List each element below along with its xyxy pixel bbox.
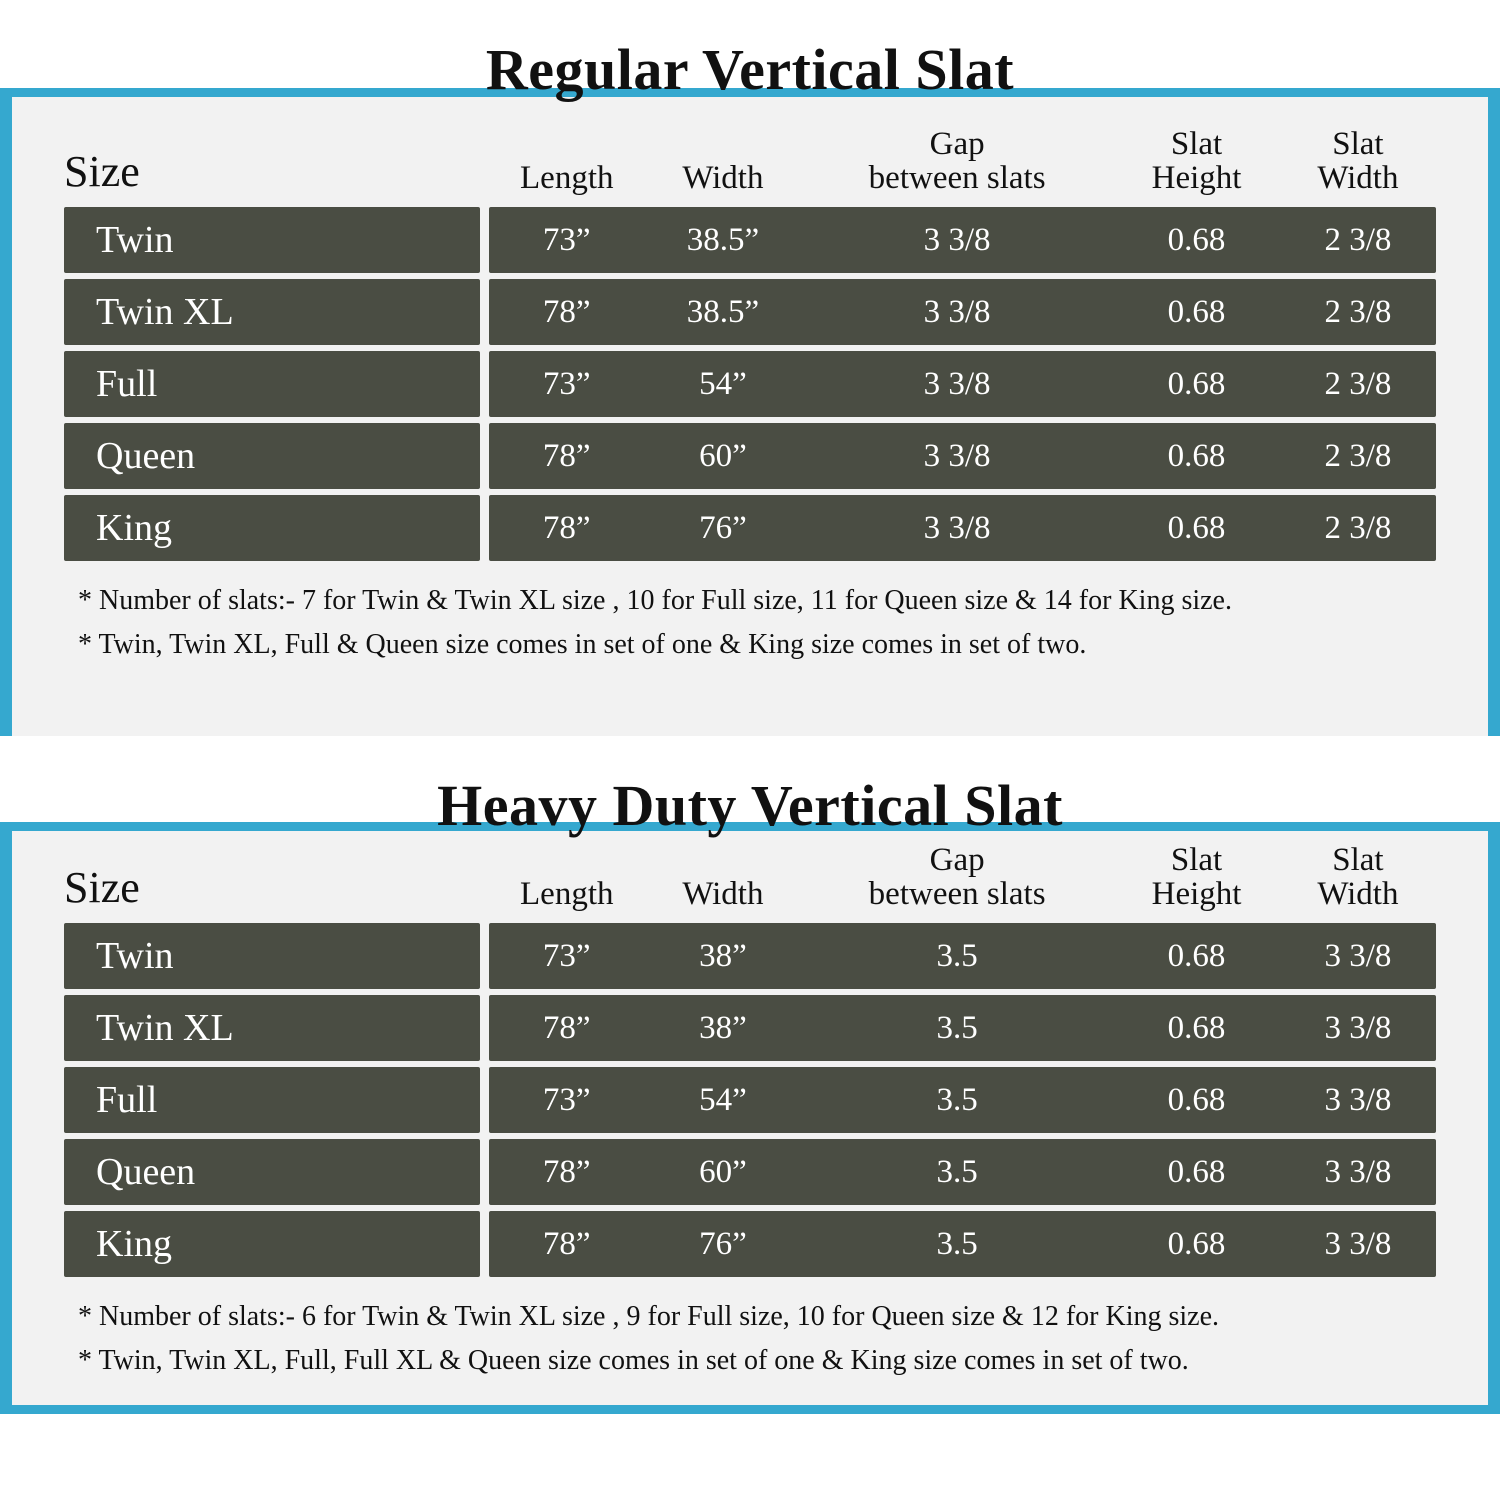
cell-width: 60” <box>645 1139 801 1205</box>
cell-slat-height: 0.68 <box>1113 1139 1280 1205</box>
cell-length: 78” <box>489 495 645 561</box>
header-slat-height <box>1113 128 1280 201</box>
cell-length: 73” <box>489 923 645 989</box>
cell-gap: 3.5 <box>801 923 1113 989</box>
header-slat-width-line2: Width <box>1317 875 1399 912</box>
header-slat-height-line1: Slat <box>1170 126 1223 162</box>
table-row <box>64 1211 1436 1277</box>
cell-gap: 3.5 <box>801 995 1113 1061</box>
cell-width: 60” <box>645 423 801 489</box>
table-body-heavy-duty <box>64 923 1436 1277</box>
cell-spacer <box>480 279 488 345</box>
cell-slat-width: 3 3/8 <box>1280 1067 1436 1133</box>
cell-slat-width: 2 3/8 <box>1280 207 1436 273</box>
header-slat-width-line2: Width <box>1317 159 1399 196</box>
cell-slat-height: 0.68 <box>1113 923 1280 989</box>
cell-width: 76” <box>645 495 801 561</box>
cell-length: 73” <box>489 351 645 417</box>
header-gap-line2: between slats <box>868 875 1046 912</box>
cell-slat-height: 0.68 <box>1113 351 1280 417</box>
cell-length: 78” <box>489 279 645 345</box>
note-set-info: * Twin, Twin XL, Full, Full XL & Queen size comes in set of one & King size comes in set of two. <box>78 1344 1189 1376</box>
header-slat-width-line1: Slat <box>1332 842 1384 878</box>
table-row <box>64 1139 1436 1205</box>
cell-slat-height: 0.68 <box>1113 1211 1280 1277</box>
cell-width: 38.5” <box>645 207 801 273</box>
section-title-regular: Regular Vertical Slat <box>485 37 1015 102</box>
note-set-info: * Twin, Twin XL, Full & Queen size comes in set of one & King size comes in set of two. <box>78 628 1087 660</box>
slat-table-heavy-duty <box>64 838 1436 1283</box>
table-row <box>64 279 1436 345</box>
header-slat-height-line2: Height <box>1151 159 1242 196</box>
cell-gap: 3 3/8 <box>801 279 1113 345</box>
cell-spacer <box>480 1211 488 1277</box>
cell-slat-width: 2 3/8 <box>1280 423 1436 489</box>
header-slat-height <box>1113 844 1280 917</box>
header-length: Length <box>520 875 614 912</box>
cell-length: 78” <box>489 995 645 1061</box>
cell-size: Full <box>64 351 480 417</box>
cell-width: 38.5” <box>645 279 801 345</box>
cell-size: Full <box>64 1067 480 1133</box>
table-block-heavy-duty <box>64 838 1436 1382</box>
header-size: Size <box>64 863 140 913</box>
cell-gap: 3 3/8 <box>801 423 1113 489</box>
cell-spacer <box>480 995 488 1061</box>
header-gap-line2: between slats <box>868 159 1046 196</box>
table-block-regular <box>64 122 1436 666</box>
cell-gap: 3.5 <box>801 1211 1113 1277</box>
cell-slat-width: 2 3/8 <box>1280 279 1436 345</box>
cell-spacer <box>480 207 488 273</box>
header-slat-width <box>1280 128 1436 201</box>
table-row <box>64 923 1436 989</box>
notes-heavy-duty <box>64 1295 1436 1382</box>
cell-gap: 3.5 <box>801 1067 1113 1133</box>
cell-slat-height: 0.68 <box>1113 495 1280 561</box>
header-width: Width <box>682 875 764 912</box>
cell-length: 78” <box>489 423 645 489</box>
header-gap <box>801 128 1113 201</box>
cell-size: Twin XL <box>64 279 480 345</box>
cell-width: 54” <box>645 351 801 417</box>
cell-width: 54” <box>645 1067 801 1133</box>
cell-size: Twin XL <box>64 995 480 1061</box>
bottom-white-strip <box>0 1414 1500 1500</box>
header-gap-line1: Gap <box>929 126 985 162</box>
cell-slat-width: 3 3/8 <box>1280 1139 1436 1205</box>
header-length: Length <box>520 159 614 196</box>
table-header-heavy-duty <box>64 844 1436 917</box>
cell-slat-width: 3 3/8 <box>1280 923 1436 989</box>
cell-gap: 3 3/8 <box>801 495 1113 561</box>
header-gap-line1: Gap <box>929 842 985 878</box>
cell-gap: 3 3/8 <box>801 207 1113 273</box>
cell-width: 38” <box>645 995 801 1061</box>
cell-length: 78” <box>489 1139 645 1205</box>
header-slat-width <box>1280 844 1436 917</box>
slat-table-regular <box>64 122 1436 567</box>
section-title-heavy-duty: Heavy Duty Vertical Slat <box>437 773 1063 838</box>
cell-width: 76” <box>645 1211 801 1277</box>
cell-size: Queen <box>64 423 480 489</box>
cell-slat-width: 3 3/8 <box>1280 1211 1436 1277</box>
header-size: Size <box>64 147 140 197</box>
note-slat-count: * Number of slats:- 6 for Twin & Twin XL size , 9 for Full size, 10 for Queen size & 12 for King size. <box>78 1301 1220 1333</box>
cell-spacer <box>480 923 488 989</box>
cell-size: King <box>64 495 480 561</box>
cell-slat-width: 2 3/8 <box>1280 351 1436 417</box>
note-slat-count: * Number of slats:- 7 for Twin & Twin XL size , 10 for Full size, 11 for Queen size & 14 for King size. <box>78 585 1232 617</box>
cell-length: 73” <box>489 207 645 273</box>
cell-slat-height: 0.68 <box>1113 207 1280 273</box>
cell-width: 38” <box>645 923 801 989</box>
cell-slat-height: 0.68 <box>1113 995 1280 1061</box>
cell-size: Queen <box>64 1139 480 1205</box>
cell-spacer <box>480 423 488 489</box>
cell-gap: 3 3/8 <box>801 351 1113 417</box>
table-body-regular <box>64 207 1436 561</box>
cell-slat-width: 3 3/8 <box>1280 995 1436 1061</box>
table-row <box>64 1067 1436 1133</box>
cell-slat-height: 0.68 <box>1113 279 1280 345</box>
table-row <box>64 495 1436 561</box>
table-header-regular <box>64 128 1436 201</box>
notes-regular <box>64 579 1436 666</box>
cell-size: Twin <box>64 207 480 273</box>
table-row <box>64 351 1436 417</box>
header-gap <box>801 844 1113 917</box>
cell-slat-width: 2 3/8 <box>1280 495 1436 561</box>
cell-size: King <box>64 1211 480 1277</box>
cell-gap: 3.5 <box>801 1139 1113 1205</box>
table-row <box>64 995 1436 1061</box>
cell-size: Twin <box>64 923 480 989</box>
cell-spacer <box>480 1139 488 1205</box>
cell-spacer <box>480 1067 488 1133</box>
cell-slat-height: 0.68 <box>1113 1067 1280 1133</box>
header-slat-height-line1: Slat <box>1170 842 1223 878</box>
cell-slat-height: 0.68 <box>1113 423 1280 489</box>
header-width: Width <box>682 159 764 196</box>
table-row <box>64 207 1436 273</box>
cell-spacer <box>480 351 488 417</box>
cell-spacer <box>480 495 488 561</box>
table-row <box>64 423 1436 489</box>
cell-length: 78” <box>489 1211 645 1277</box>
header-slat-width-line1: Slat <box>1332 126 1384 162</box>
header-slat-height-line2: Height <box>1151 875 1242 912</box>
accent-rule-bottom <box>0 1405 1500 1414</box>
cell-length: 73” <box>489 1067 645 1133</box>
